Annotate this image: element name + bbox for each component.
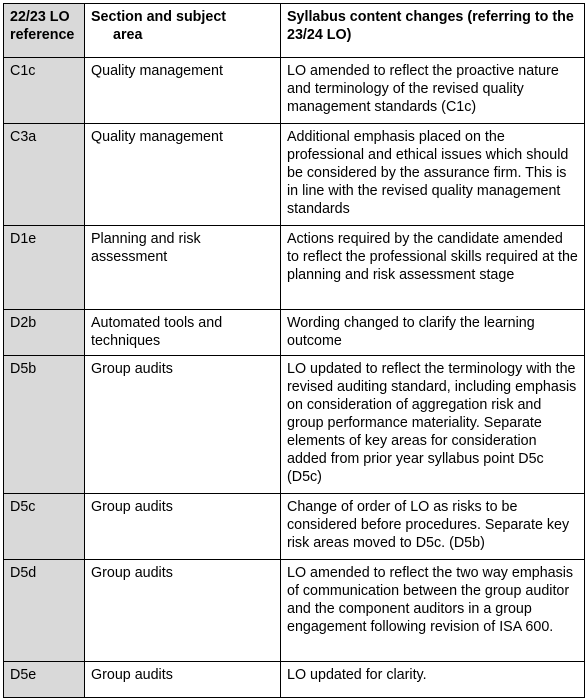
section-cell: Group audits xyxy=(85,560,281,662)
ref-cell: C3a xyxy=(4,124,85,226)
ref-cell: D1e xyxy=(4,226,85,310)
change-cell: LO updated for clarity. xyxy=(281,662,585,698)
change-cell: Wording changed to clarify the learning outcome xyxy=(281,310,585,356)
table-row xyxy=(4,494,585,560)
section-cell: Planning and risk assessment xyxy=(85,226,281,310)
header-section-line2: area xyxy=(113,27,143,43)
change-cell: LO amended to reflect the two way emphasis of communication between the group auditor and the component auditors in a group engagement following revision of ISA 600. xyxy=(281,560,585,662)
section-cell: Group audits xyxy=(85,494,281,560)
header-changes: Syllabus content changes (referring to the 23/24 LO) xyxy=(281,4,585,58)
lo-changes-table xyxy=(3,3,585,698)
ref-cell: D5e xyxy=(4,662,85,698)
section-cell: Quality management xyxy=(85,124,281,226)
section-cell: Group audits xyxy=(85,356,281,494)
section-cell: Group audits xyxy=(85,662,281,698)
ref-cell: D5b xyxy=(4,356,85,494)
change-cell: Change of order of LO as risks to be considered before procedures. Separate key risk areas moved to D5c. (D5b) xyxy=(281,494,585,560)
ref-cell: D5c xyxy=(4,494,85,560)
change-cell: Additional emphasis placed on the professional and ethical issues which should be considered by the assurance firm. This is in line with the revised quality management standards xyxy=(281,124,585,226)
table-row xyxy=(4,356,585,494)
header-row xyxy=(4,4,585,58)
section-cell: Quality management xyxy=(85,58,281,124)
change-cell: LO amended to reflect the proactive nature and terminology of the revised quality management standards (C1c) xyxy=(281,58,585,124)
section-cell: Automated tools and techniques xyxy=(85,310,281,356)
change-cell: Actions required by the candidate amended to reflect the professional skills required at the planning and risk assessment stage xyxy=(281,226,585,310)
header-section xyxy=(85,4,281,58)
ref-cell: D5d xyxy=(4,560,85,662)
table-row xyxy=(4,124,585,226)
table-row xyxy=(4,662,585,698)
header-section-line1: Section and subject xyxy=(91,9,227,25)
change-cell: LO updated to reflect the terminology with the revised auditing standard, including emphasis on consideration of aggregation risk and group performance materiality. Separate elements of key areas for consideration added from prior year syllabus point D5c (D5c) xyxy=(281,356,585,494)
header-ref-line2: reference xyxy=(10,27,75,43)
ref-cell: D2b xyxy=(4,310,85,356)
table-row xyxy=(4,58,585,124)
ref-cell: C1c xyxy=(4,58,85,124)
table-row xyxy=(4,226,585,310)
header-ref xyxy=(4,4,85,58)
table-row xyxy=(4,560,585,662)
header-ref-line1: 22/23 LO xyxy=(10,9,70,25)
table-row xyxy=(4,310,585,356)
